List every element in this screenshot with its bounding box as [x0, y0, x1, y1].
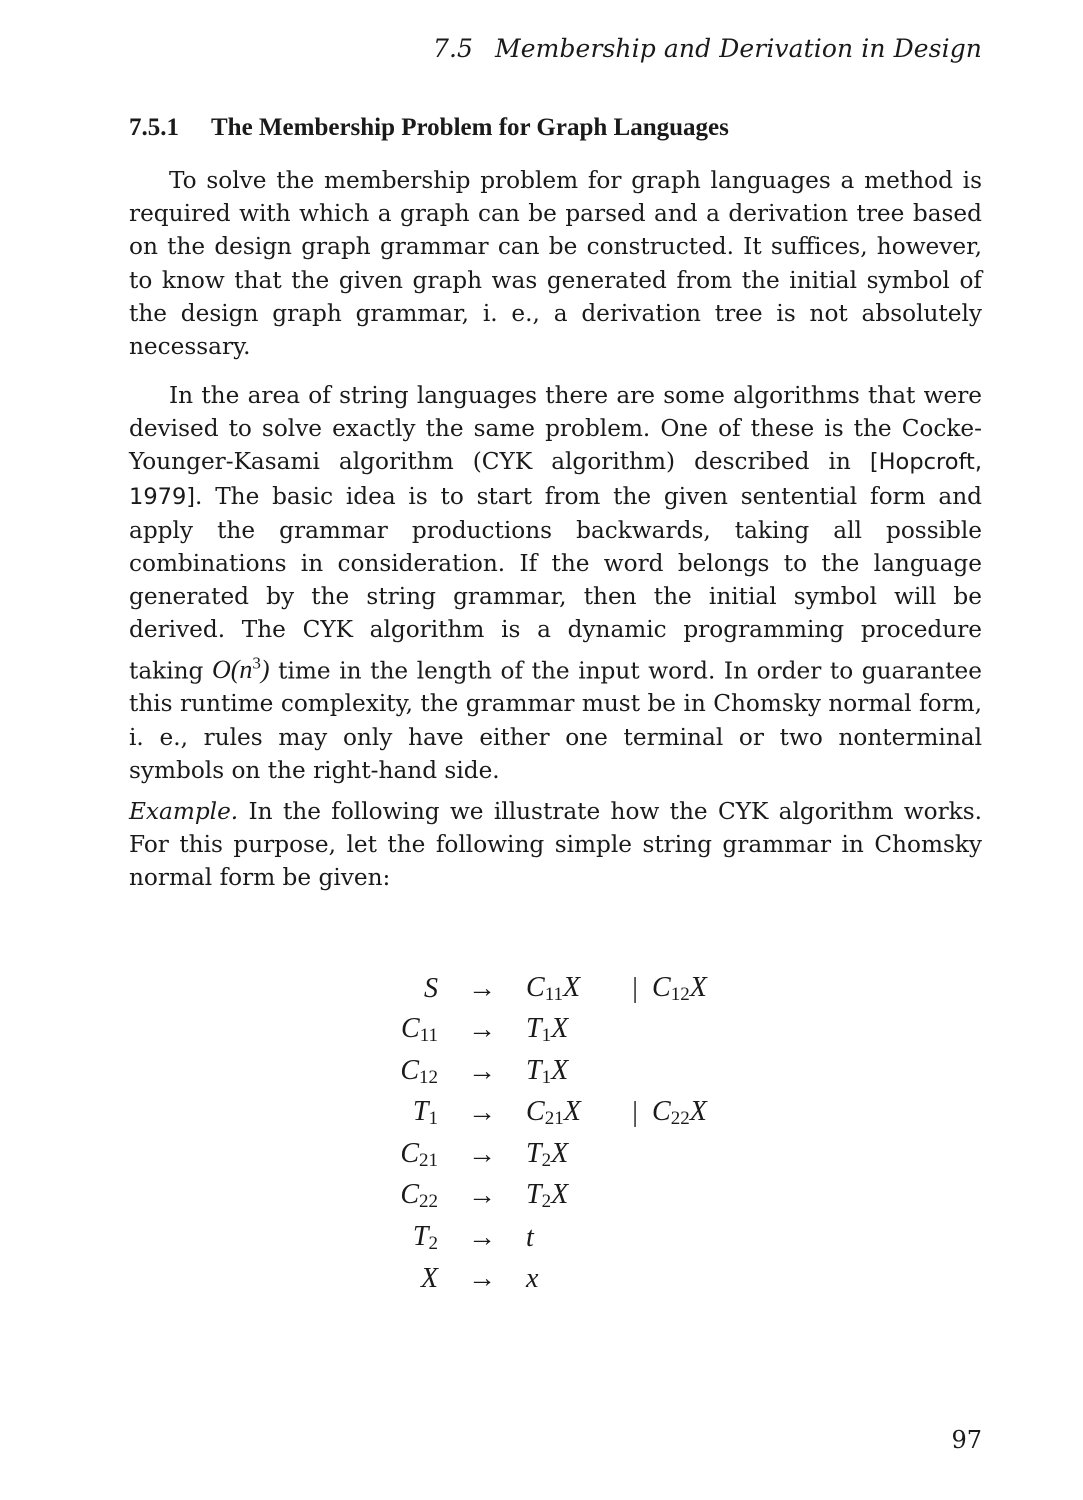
- rule-lhs: [380, 1010, 438, 1052]
- arrow-symbol: →: [468, 1221, 496, 1253]
- rule-lhs: [380, 1051, 438, 1093]
- rule-alternative-bar: [618, 1093, 652, 1135]
- empty-cell: [618, 1176, 652, 1218]
- grammar-rule: [380, 1259, 707, 1301]
- example-label: Example.: [129, 798, 239, 825]
- rule-rhs-tail: X: [551, 1179, 569, 1211]
- rule-rhs-subscript: 21: [544, 1108, 564, 1130]
- rule-lhs: [380, 968, 438, 1010]
- rule-arrow: [438, 968, 526, 1010]
- rule-rhs-symbol: t: [526, 1221, 534, 1253]
- empty-cell: [652, 1134, 707, 1176]
- running-head-section-title: Membership and Derivation in Design: [495, 34, 982, 63]
- running-head: [433, 34, 982, 63]
- complexity-math-base: O(n: [211, 655, 253, 685]
- rule-rhs-subscript: 11: [544, 983, 563, 1005]
- rule-rhs-symbol: C: [526, 971, 545, 1003]
- section-heading: [129, 114, 729, 142]
- rule-rhs-first: [526, 1010, 618, 1052]
- grammar-rule: [380, 1217, 707, 1259]
- rule-arrow: [438, 1093, 526, 1135]
- running-head-section-number: 7.5: [432, 34, 474, 63]
- rule-rhs-tail: X: [551, 1137, 569, 1169]
- rule-rhs-tail: X: [551, 1013, 569, 1045]
- rule-lhs: [380, 1134, 438, 1176]
- rule-rhs-subscript: 2: [541, 1149, 552, 1171]
- empty-cell: [652, 1176, 707, 1218]
- empty-cell: [652, 1259, 707, 1301]
- rule-rhs-symbol: T: [526, 1137, 542, 1169]
- rule-rhs-symbol: T: [526, 1179, 542, 1211]
- citation-link[interactable]: [Hopcroft, 1979]: [129, 449, 982, 510]
- rule-rhs-first: [526, 1176, 618, 1218]
- rule-rhs-symbol: C: [652, 1096, 671, 1128]
- rule-lhs-symbol: X: [420, 1263, 438, 1295]
- rule-arrow: [438, 1217, 526, 1259]
- rule-rhs-first: [526, 1093, 618, 1135]
- rule-rhs-subscript: 12: [670, 983, 690, 1005]
- rule-lhs: [380, 1176, 438, 1218]
- empty-cell: [618, 1134, 652, 1176]
- empty-cell: [652, 1051, 707, 1093]
- rule-rhs-tail: X: [563, 1096, 581, 1128]
- rule-rhs-tail: X: [562, 971, 581, 1003]
- complexity-math-exponent: 3: [252, 653, 261, 673]
- rule-lhs-subscript: 1: [428, 1108, 438, 1130]
- rule-rhs-subscript: 1: [541, 1025, 552, 1047]
- rule-rhs-first: [526, 1259, 618, 1301]
- rule-arrow: [438, 1051, 526, 1093]
- rule-rhs-subscript: 2: [541, 1191, 552, 1213]
- section-title: The Membership Problem for Graph Languages: [211, 114, 729, 141]
- rule-lhs-symbol: S: [424, 972, 438, 1004]
- rule-lhs-symbol: C: [401, 1013, 420, 1045]
- arrow-symbol: →: [468, 1263, 496, 1295]
- rule-rhs-subscript: 22: [670, 1108, 690, 1130]
- rule-rhs-second: [652, 1093, 707, 1135]
- grammar-rule: [380, 968, 707, 1010]
- rule-lhs-subscript: 11: [419, 1025, 438, 1047]
- paragraph-1: To solve the membership problem for graph languages a method is required with which a graph can be parsed and a derivation tree based on the design graph grammar can be constructed. It suffices, however, to know that the given graph was generated from the initial symbol of the design graph grammar, i. e., a derivation tree is not absolutely necessary.: [129, 167, 982, 361]
- bar-symbol: |: [632, 972, 638, 1004]
- complexity-math-close: ): [260, 655, 270, 685]
- section-number: 7.5.1: [129, 114, 179, 141]
- rule-lhs-subscript: 12: [419, 1066, 438, 1088]
- rule-arrow: [438, 1134, 526, 1176]
- grammar-table: [380, 968, 707, 1300]
- paragraph-3: [129, 795, 982, 895]
- complexity-math: [212, 655, 270, 684]
- rule-rhs-first: [526, 968, 618, 1010]
- rule-lhs-symbol: C: [400, 1137, 419, 1169]
- rule-rhs-symbol: C: [526, 1096, 545, 1128]
- page-number: 97: [951, 1426, 982, 1454]
- rule-lhs-symbol: C: [400, 1054, 419, 1086]
- empty-cell: [618, 1051, 652, 1093]
- rule-arrow: [438, 1259, 526, 1301]
- arrow-symbol: →: [468, 1097, 496, 1129]
- rule-rhs-second: [652, 968, 707, 1010]
- rule-rhs-first: [526, 1217, 618, 1259]
- empty-cell: [652, 1010, 707, 1052]
- rule-rhs-tail: X: [689, 971, 707, 1003]
- rule-alternative-bar: [618, 968, 652, 1010]
- rule-rhs-subscript: 1: [541, 1066, 552, 1088]
- grammar-rule: [380, 1051, 707, 1093]
- arrow-symbol: →: [468, 972, 496, 1004]
- paragraph-3-text: In the following we illustrate how the CYK algorithm works. For this purpose, let the following simple string grammar in Chomsky normal form be given:: [129, 798, 982, 892]
- rule-lhs-subscript: 2: [428, 1232, 438, 1254]
- grammar-body: [380, 968, 707, 1300]
- bar-symbol: |: [632, 1097, 638, 1129]
- grammar-rule: [380, 1176, 707, 1218]
- arrow-symbol: →: [468, 1138, 496, 1170]
- paragraph-2-text-middle: . The basic idea is to start from the given sentential form and apply the grammar productions backwards, taking all possible combinations in consideration. If the word belongs to the language generated by the string grammar, then the initial symbol will be derived. The CYK algorithm is a dynamic programming procedure taking: [129, 482, 982, 685]
- rule-rhs-symbol: T: [526, 1054, 542, 1086]
- rule-lhs-subscript: 22: [419, 1191, 438, 1213]
- rule-lhs-symbol: C: [400, 1179, 419, 1211]
- paragraph-2-text-start: In the area of string languages there are some algorithms that were devised to solve exactly the same problem. One of these is the Cocke-Younger-Kasami algorithm (CYK algorithm) described in: [129, 382, 982, 476]
- arrow-symbol: →: [468, 1055, 496, 1087]
- rule-rhs-first: [526, 1134, 618, 1176]
- rule-rhs-first: [526, 1051, 618, 1093]
- rule-lhs: [380, 1093, 438, 1135]
- empty-cell: [618, 1217, 652, 1259]
- rule-lhs: [380, 1259, 438, 1301]
- paragraph-2-text-end: time in the length of the input word. In order to guarantee this runtime complexity, the grammar must be in Chomsky normal form, i. e., rules may only have either one terminal or two nonterminal symbols on the right-hand side.: [129, 657, 982, 784]
- arrow-symbol: →: [468, 1014, 496, 1046]
- empty-cell: [618, 1010, 652, 1052]
- grammar-rule: [380, 1010, 707, 1052]
- rule-rhs-symbol: x: [526, 1263, 539, 1295]
- rule-lhs-symbol: T: [412, 1220, 429, 1252]
- rule-rhs-tail: X: [551, 1054, 569, 1086]
- grammar-rule: [380, 1093, 707, 1135]
- rule-lhs-symbol: T: [412, 1096, 429, 1128]
- rule-arrow: [438, 1176, 526, 1218]
- empty-cell: [618, 1259, 652, 1301]
- arrow-symbol: →: [468, 1180, 496, 1212]
- paragraph-2: [129, 379, 982, 787]
- rule-rhs-symbol: T: [526, 1013, 542, 1045]
- rule-rhs-symbol: C: [652, 971, 671, 1003]
- rule-lhs-subscript: 21: [419, 1149, 438, 1171]
- empty-cell: [652, 1217, 707, 1259]
- rule-rhs-tail: X: [689, 1096, 707, 1128]
- rule-arrow: [438, 1010, 526, 1052]
- grammar-rule: [380, 1134, 707, 1176]
- rule-lhs: [380, 1217, 438, 1259]
